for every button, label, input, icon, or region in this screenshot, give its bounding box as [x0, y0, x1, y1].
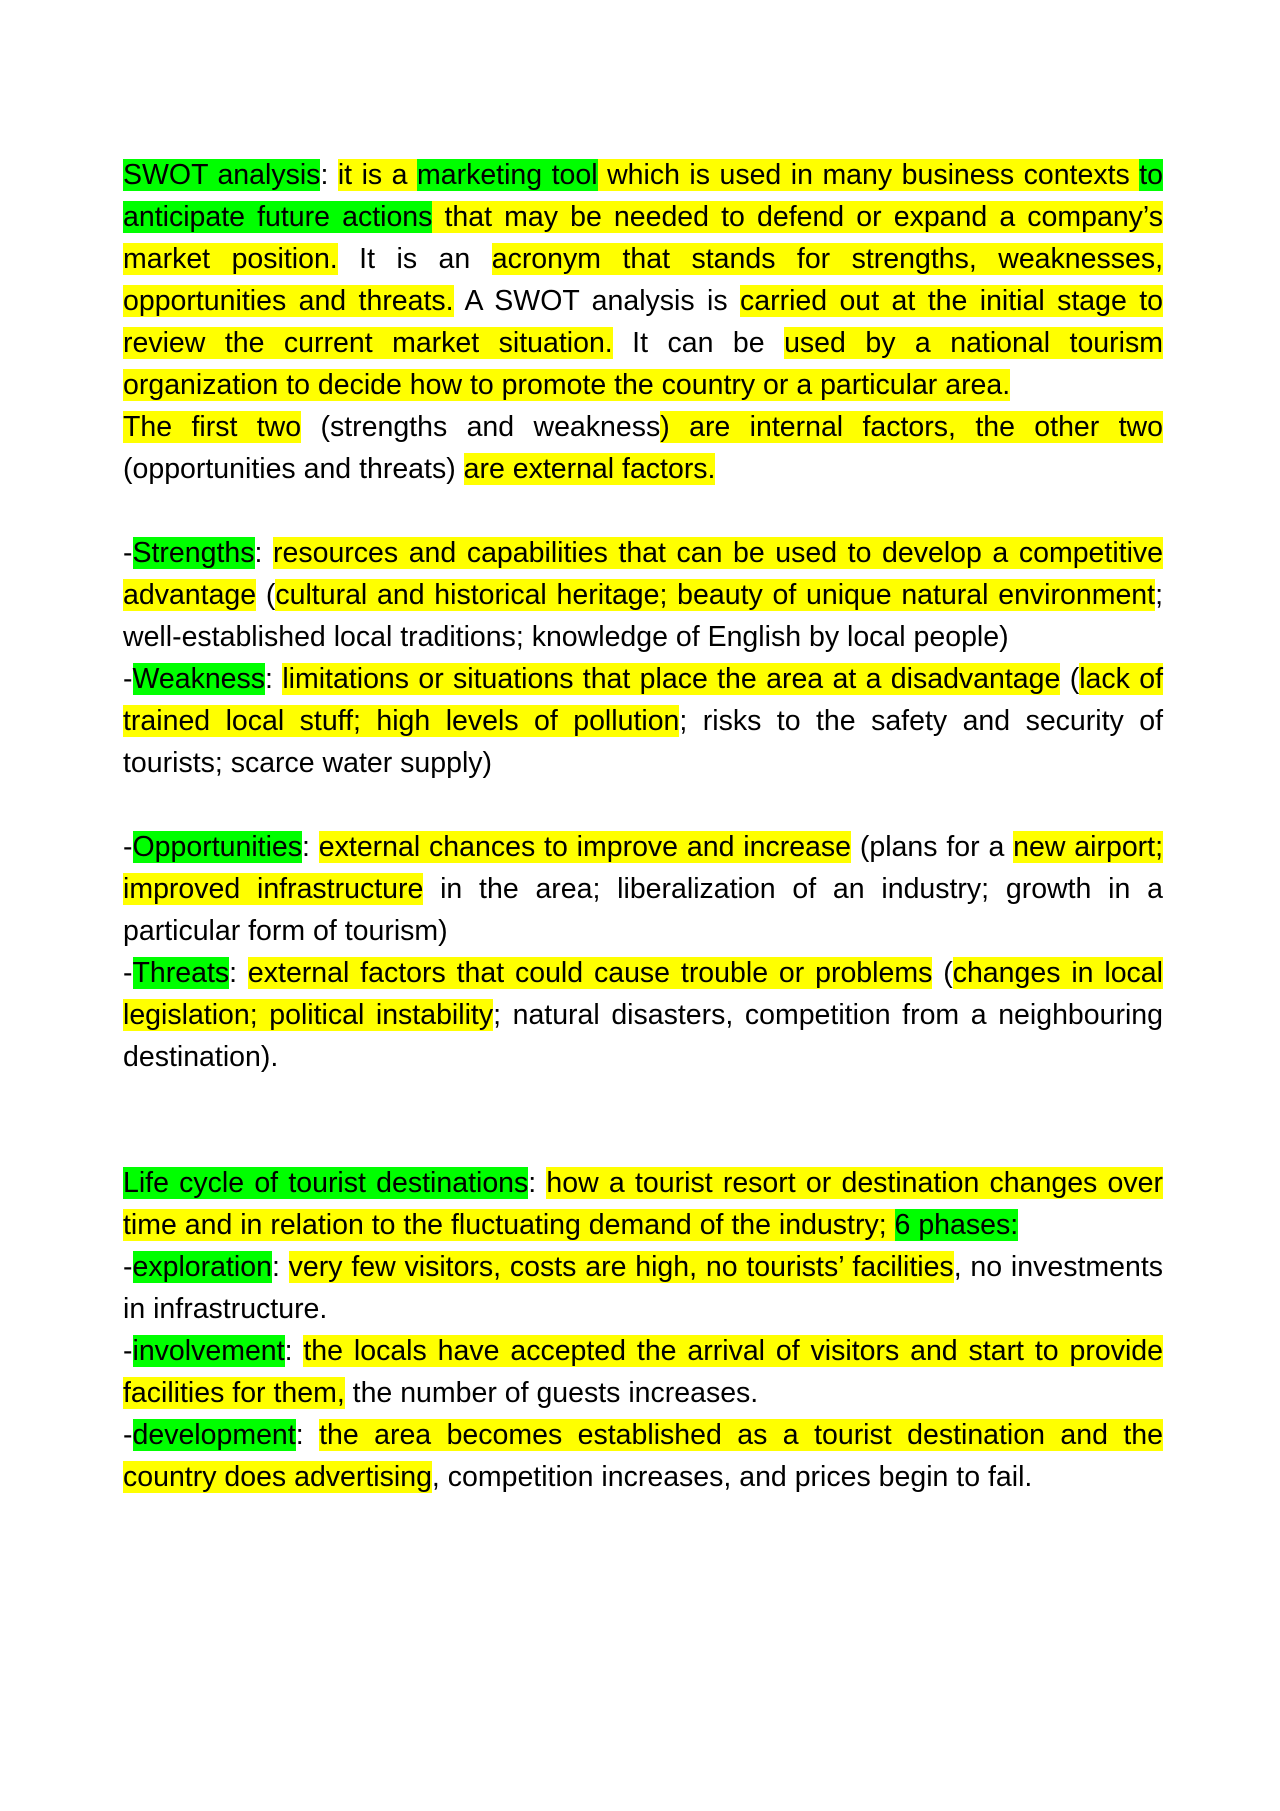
text-run: ; natural disasters, competition from a neighbouring destination).: [123, 999, 1163, 1073]
text-run: :: [320, 159, 338, 191]
text-run: :: [229, 957, 248, 989]
highlighted-text: acronym that stands for strengths, weaknesses, opportunities and threats.: [123, 243, 1163, 317]
highlighted-text: which is used in many business contexts: [597, 159, 1140, 191]
text-run: -: [123, 537, 133, 569]
text-run: , no investments in infrastructure.: [123, 1251, 1163, 1325]
key-term: Threats: [132, 957, 230, 989]
highlighted-text: limitations or situations that place the area at a disadvantage: [282, 663, 1061, 695]
key-term: Opportunities: [132, 831, 303, 863]
highlighted-text: that may be needed to defend or expand a company’s market position.: [123, 201, 1163, 275]
key-term: Strengths: [132, 537, 255, 569]
text-run: (opportunities and threats): [123, 453, 464, 485]
text-run: It can be: [612, 327, 785, 359]
text-run: (strengths and weakness: [301, 411, 661, 443]
key-term: to anticipate future actions: [123, 159, 1163, 233]
text-run: ; well-established local traditions; knowledge of English by local people): [123, 579, 1163, 653]
highlighted-text: external chances to improve and increase: [318, 831, 852, 863]
key-term: Weakness: [132, 663, 266, 695]
text-run: ; risks to the safety and security of tourists; scarce water supply): [123, 705, 1163, 779]
text-run: :: [295, 1419, 320, 1451]
life-cycle-intro-paragraph: [123, 1162, 1163, 1246]
highlighted-text: new airport; improved infrastructure: [123, 831, 1164, 905]
threats-paragraph: [123, 952, 1163, 1078]
highlighted-text: the area becomes established as a tourist destination and the country does advertising: [123, 1419, 1163, 1493]
text-run: -: [123, 831, 133, 863]
key-term: development: [132, 1419, 296, 1451]
highlighted-text: are external factors.: [463, 453, 716, 485]
opportunities-paragraph: [123, 826, 1163, 952]
text-run: :: [284, 1335, 304, 1367]
highlighted-text: used by a national tourism organization to decide how to promote the country or a particular area.: [123, 327, 1163, 401]
text-run: It is an: [337, 243, 492, 275]
swot-intro-paragraph: [123, 154, 1163, 406]
key-term: exploration: [132, 1251, 272, 1283]
document-page: [123, 154, 1163, 1498]
highlighted-text: it is a: [337, 159, 417, 191]
blank-line: [123, 490, 1163, 532]
text-run: -: [123, 1419, 133, 1451]
key-term: involvement: [132, 1335, 285, 1367]
highlighted-text: carried out at the initial stage to review the current market situation.: [123, 285, 1163, 359]
exploration-paragraph: [123, 1246, 1163, 1330]
highlighted-text: the locals have accepted the arrival of visitors and start to provide facilities for them,: [123, 1335, 1163, 1409]
key-term: SWOT analysis: [123, 159, 321, 191]
development-paragraph: [123, 1414, 1163, 1498]
blank-line: [123, 1078, 1163, 1162]
highlighted-text: resources and capabilities that can be used to develop a competitive advantage: [123, 537, 1163, 611]
blank-line: [123, 784, 1163, 826]
swot-factors-paragraph: [123, 406, 1163, 490]
text-run: -: [123, 663, 133, 695]
text-run: :: [271, 1251, 289, 1283]
strengths-paragraph: [123, 532, 1163, 658]
text-run: -: [123, 1335, 133, 1367]
text-run: :: [254, 537, 273, 569]
highlighted-text: lack of trained local stuff; high levels of pollution: [123, 663, 1163, 737]
text-run: in the area; liberalization of an industry; growth in a particular form of tourism): [123, 873, 1163, 947]
text-run: , competition increases, and prices begin to fail.: [431, 1461, 1033, 1493]
text-run: A SWOT analysis is: [453, 285, 741, 317]
key-term: marketing tool: [417, 159, 598, 191]
text-run: (: [932, 957, 953, 989]
weakness-paragraph: [123, 658, 1163, 784]
highlighted-text: how a tourist resort or destination changes over time and in relation to the fluctuating demand of the industry;: [123, 1167, 1163, 1241]
text-run: (plans for a: [851, 831, 1014, 863]
highlighted-text: changes in local legislation; political instability: [123, 957, 1163, 1031]
key-term: 6 phases:: [894, 1209, 1019, 1241]
text-run: :: [265, 663, 283, 695]
text-run: -: [123, 957, 133, 989]
involvement-paragraph: [123, 1330, 1163, 1414]
highlighted-text: ) are internal factors, the other two: [660, 411, 1163, 443]
text-run: :: [528, 1167, 547, 1199]
highlighted-text: cultural and historical heritage; beauty of unique natural environment: [275, 579, 1156, 611]
text-run: the number of guests increases.: [344, 1377, 759, 1409]
text-run: -: [123, 1251, 133, 1283]
highlighted-text: The first two: [123, 411, 302, 443]
key-term: Life cycle of tourist destinations: [123, 1167, 529, 1199]
text-run: (: [256, 579, 276, 611]
text-run: (: [1060, 663, 1080, 695]
text-run: :: [302, 831, 319, 863]
highlighted-text: very few visitors, costs are high, no tourists’ facilities: [288, 1251, 954, 1283]
highlighted-text: external factors that could cause trouble or problems: [247, 957, 933, 989]
